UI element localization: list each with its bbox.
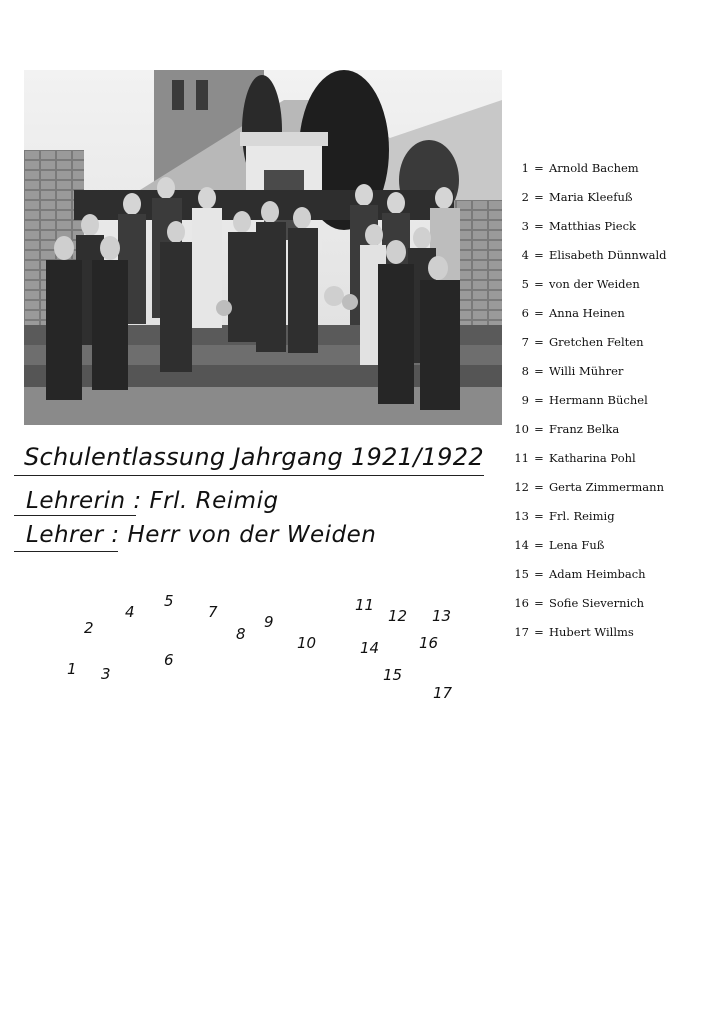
legend-row xyxy=(508,453,723,482)
legend-name: Anna Heinen xyxy=(549,306,625,320)
title-underline xyxy=(14,475,484,476)
legend-equals: = xyxy=(534,451,544,465)
legend-number: 14 xyxy=(514,538,529,552)
legend-equals: = xyxy=(534,538,544,552)
legend-name: Willi Mührer xyxy=(549,364,624,378)
legend-name: Matthias Pieck xyxy=(549,219,637,233)
position-number: 16 xyxy=(419,634,439,652)
legend-number: 3 xyxy=(521,219,529,233)
legend-equals: = xyxy=(534,190,544,204)
legend-number: 9 xyxy=(521,393,529,407)
legend-name: Hermann Büchel xyxy=(549,393,648,407)
position-number: 17 xyxy=(433,684,453,702)
legend-row xyxy=(508,424,723,453)
position-number: 3 xyxy=(101,665,111,683)
legend-row xyxy=(508,395,723,424)
legend-name: Sofie Sievernich xyxy=(549,596,645,610)
legend-name: von der Weiden xyxy=(549,277,640,291)
legend-equals: = xyxy=(534,219,544,233)
legend-row xyxy=(508,221,723,250)
legend-number: 10 xyxy=(514,422,529,436)
legend-row xyxy=(508,540,723,569)
teacher-female-line: Lehrerin : Frl. Reimig xyxy=(26,488,279,514)
legend-name: Katharina Pohl xyxy=(549,451,636,465)
legend-number: 8 xyxy=(521,364,529,378)
legend-row xyxy=(508,627,723,656)
legend-equals: = xyxy=(534,277,544,291)
position-number: 12 xyxy=(388,607,408,625)
legend-row xyxy=(508,366,723,395)
legend-number: 1 xyxy=(521,161,529,175)
legend-equals: = xyxy=(534,161,544,175)
legend-equals: = xyxy=(534,306,544,320)
position-number: 11 xyxy=(355,596,375,614)
document-title: Schulentlassung Jahrgang 1921/1922 xyxy=(24,443,484,471)
legend-name: Frl. Reimig xyxy=(549,509,615,523)
legend-name: Franz Belka xyxy=(549,422,620,436)
legend-number: 7 xyxy=(521,335,529,349)
legend-equals: = xyxy=(534,248,544,262)
legend-number: 13 xyxy=(514,509,529,523)
position-number: 2 xyxy=(84,619,94,637)
position-number: 13 xyxy=(432,607,452,625)
legend-equals: = xyxy=(534,364,544,378)
legend-row xyxy=(508,279,723,308)
legend-row xyxy=(508,337,723,366)
class-photo xyxy=(24,70,502,425)
legend-row xyxy=(508,598,723,627)
legend-equals: = xyxy=(534,625,544,639)
position-number: 9 xyxy=(264,613,274,631)
legend-number: 15 xyxy=(514,567,529,581)
legend-name: Gerta Zimmermann xyxy=(549,480,664,494)
legend-row xyxy=(508,569,723,598)
legend-name: Hubert Willms xyxy=(549,625,634,639)
legend-equals: = xyxy=(534,509,544,523)
position-number: 7 xyxy=(208,603,218,621)
legend-number: 2 xyxy=(521,190,529,204)
position-number: 4 xyxy=(125,603,135,621)
legend-number: 17 xyxy=(514,625,529,639)
legend-name: Gretchen Felten xyxy=(549,335,644,349)
position-number: 10 xyxy=(297,634,317,652)
position-number: 6 xyxy=(164,651,174,669)
legend-row xyxy=(508,308,723,337)
lehrer-underline xyxy=(14,551,118,552)
position-number: 15 xyxy=(383,666,403,684)
legend-number: 6 xyxy=(521,306,529,320)
legend-name: Lena Fuß xyxy=(549,538,605,552)
legend-row xyxy=(508,250,723,279)
legend-equals: = xyxy=(534,393,544,407)
legend-equals: = xyxy=(534,335,544,349)
legend-number: 5 xyxy=(521,277,529,291)
legend-number: 16 xyxy=(514,596,529,610)
teacher-male-line: Lehrer : Herr von der Weiden xyxy=(26,522,377,548)
legend-name: Adam Heimbach xyxy=(549,567,646,581)
legend-name: Arnold Bachem xyxy=(549,161,639,175)
position-number: 1 xyxy=(67,660,77,678)
lehrerin-underline xyxy=(14,515,136,516)
legend-row xyxy=(508,482,723,511)
legend-number: 4 xyxy=(521,248,529,262)
position-number: 14 xyxy=(360,639,380,657)
legend-number: 12 xyxy=(514,480,529,494)
legend-row xyxy=(508,163,723,192)
position-number: 8 xyxy=(236,625,246,643)
legend-equals: = xyxy=(534,567,544,581)
legend-row xyxy=(508,192,723,221)
legend-number: 11 xyxy=(514,451,529,465)
legend-equals: = xyxy=(534,480,544,494)
legend-name: Maria Kleefuß xyxy=(549,190,633,204)
legend-equals: = xyxy=(534,422,544,436)
legend-row xyxy=(508,511,723,540)
legend-name: Elisabeth Dünnwald xyxy=(549,248,667,262)
name-legend xyxy=(508,163,723,656)
position-number: 5 xyxy=(164,592,174,610)
legend-equals: = xyxy=(534,596,544,610)
